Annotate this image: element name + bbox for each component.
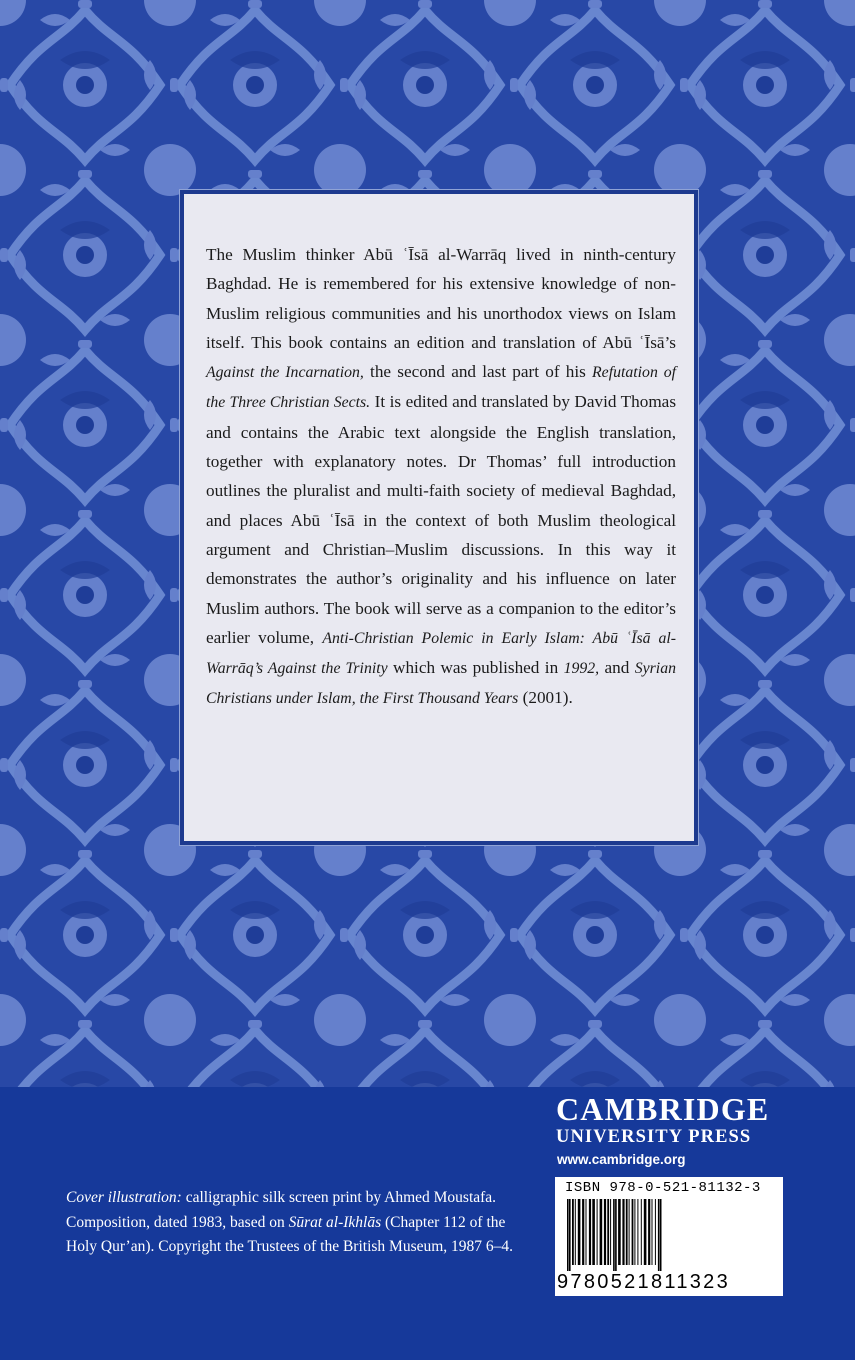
barcode-bar bbox=[592, 1199, 595, 1265]
barcode-bar bbox=[600, 1199, 603, 1265]
barcode-bar bbox=[652, 1199, 653, 1265]
publisher-name-line1: CAMBRIDGE bbox=[556, 1091, 770, 1127]
barcode-guard-bar bbox=[658, 1199, 660, 1271]
cover-illustration-credit bbox=[66, 1186, 536, 1260]
ean-digits: 9780521811323 bbox=[557, 1271, 731, 1293]
barcode-bar bbox=[641, 1199, 642, 1265]
surah-name: Sūrat al-Ikhlās bbox=[288, 1213, 382, 1231]
barcode-bar bbox=[575, 1199, 576, 1265]
barcode-guard-bar bbox=[569, 1199, 571, 1271]
barcode-bar bbox=[622, 1199, 624, 1265]
description-text-1: The Muslim thinker Abū ʿĪsā al-Warrāq lived in ninth-century Baghdad. He is remembered for his extensive knowledge of non-Muslim religious communities and his unorthodox views on Islam itself. This book contains an edition and translation of Abū ʿĪsā’s bbox=[206, 245, 676, 352]
book-description bbox=[206, 240, 676, 714]
publisher-logo bbox=[556, 1092, 786, 1148]
barcode-guard-bar bbox=[660, 1199, 662, 1271]
credit-label: Cover illustration: bbox=[66, 1189, 182, 1206]
barcode-bar bbox=[578, 1199, 581, 1265]
description-text-3: It is edited and translated by David Thomas and contains the Arabic text alongside the English translation, together with explanatory notes. Dr Thomas’ full introduction outlines the pluralist and multi-faith society of medieval Baghdad, and places Abū ʿĪsā in the context of both Muslim theological argument and Christian–Muslim discussions. In this way it demonstrates the author’s originality and his influence on later Muslim authors. The book will serve as a companion to the editor’s earlier volume, bbox=[206, 392, 677, 647]
title-refutation: Refutation of the Three Christian Sects. bbox=[206, 364, 676, 412]
description-text-4: which was published in bbox=[387, 658, 564, 678]
barcode-bar bbox=[629, 1199, 630, 1265]
credit-text-2: (Chapter 112 of the Holy Qur’an). Copyright the Trustees of the British Museum, 1987 6–4. bbox=[66, 1213, 514, 1256]
title-against-the-incarnation: Against the Incarnation, bbox=[206, 364, 364, 382]
barcode-bar bbox=[604, 1199, 606, 1265]
barcode-bar bbox=[644, 1199, 647, 1265]
barcode-bar bbox=[610, 1199, 611, 1265]
barcode-guard-bar bbox=[613, 1199, 615, 1271]
barcode-guard-bar bbox=[567, 1199, 569, 1271]
year-1992: 1992, bbox=[563, 660, 600, 678]
description-text-5: and bbox=[599, 658, 635, 678]
isbn-number: ISBN 978-0-521-81132-3 bbox=[565, 1180, 761, 1196]
credit-text-1: calligraphic silk screen print by Ahmed Moustafa. Composition, dated 1983, based on bbox=[66, 1189, 497, 1231]
barcode-bars bbox=[561, 1199, 777, 1271]
barcode-bar bbox=[637, 1199, 638, 1265]
barcode-bar bbox=[655, 1199, 656, 1265]
barcode-bar bbox=[586, 1199, 587, 1265]
barcode-bar bbox=[589, 1199, 591, 1265]
barcode-bar bbox=[607, 1199, 609, 1265]
barcode-bar bbox=[597, 1199, 598, 1265]
description-text-2: the second and last part of his bbox=[363, 362, 593, 382]
description-text-6: (2001). bbox=[518, 688, 573, 708]
isbn-barcode bbox=[555, 1177, 783, 1296]
barcode-bar bbox=[572, 1199, 574, 1265]
barcode-guard-bar bbox=[615, 1199, 617, 1271]
barcode-bar bbox=[634, 1199, 635, 1265]
description-panel bbox=[180, 190, 698, 845]
title-syrian-christians: Syrian Christians under Islam, the First Thousand Years bbox=[206, 660, 676, 708]
publisher-url: www.cambridge.org bbox=[557, 1152, 686, 1167]
barcode-bar bbox=[632, 1199, 634, 1265]
barcode-bar bbox=[648, 1199, 650, 1265]
publisher-name-line2: UNIVERSITY PRESS bbox=[556, 1127, 752, 1147]
barcode-bar bbox=[618, 1199, 621, 1265]
barcode-bar bbox=[582, 1199, 584, 1265]
title-anti-christian-polemic: Anti-Christian Polemic in Early Islam: Abū ʿĪsā al-Warrāq’s Against the Trinity bbox=[206, 629, 676, 678]
barcode-bar bbox=[626, 1199, 628, 1265]
